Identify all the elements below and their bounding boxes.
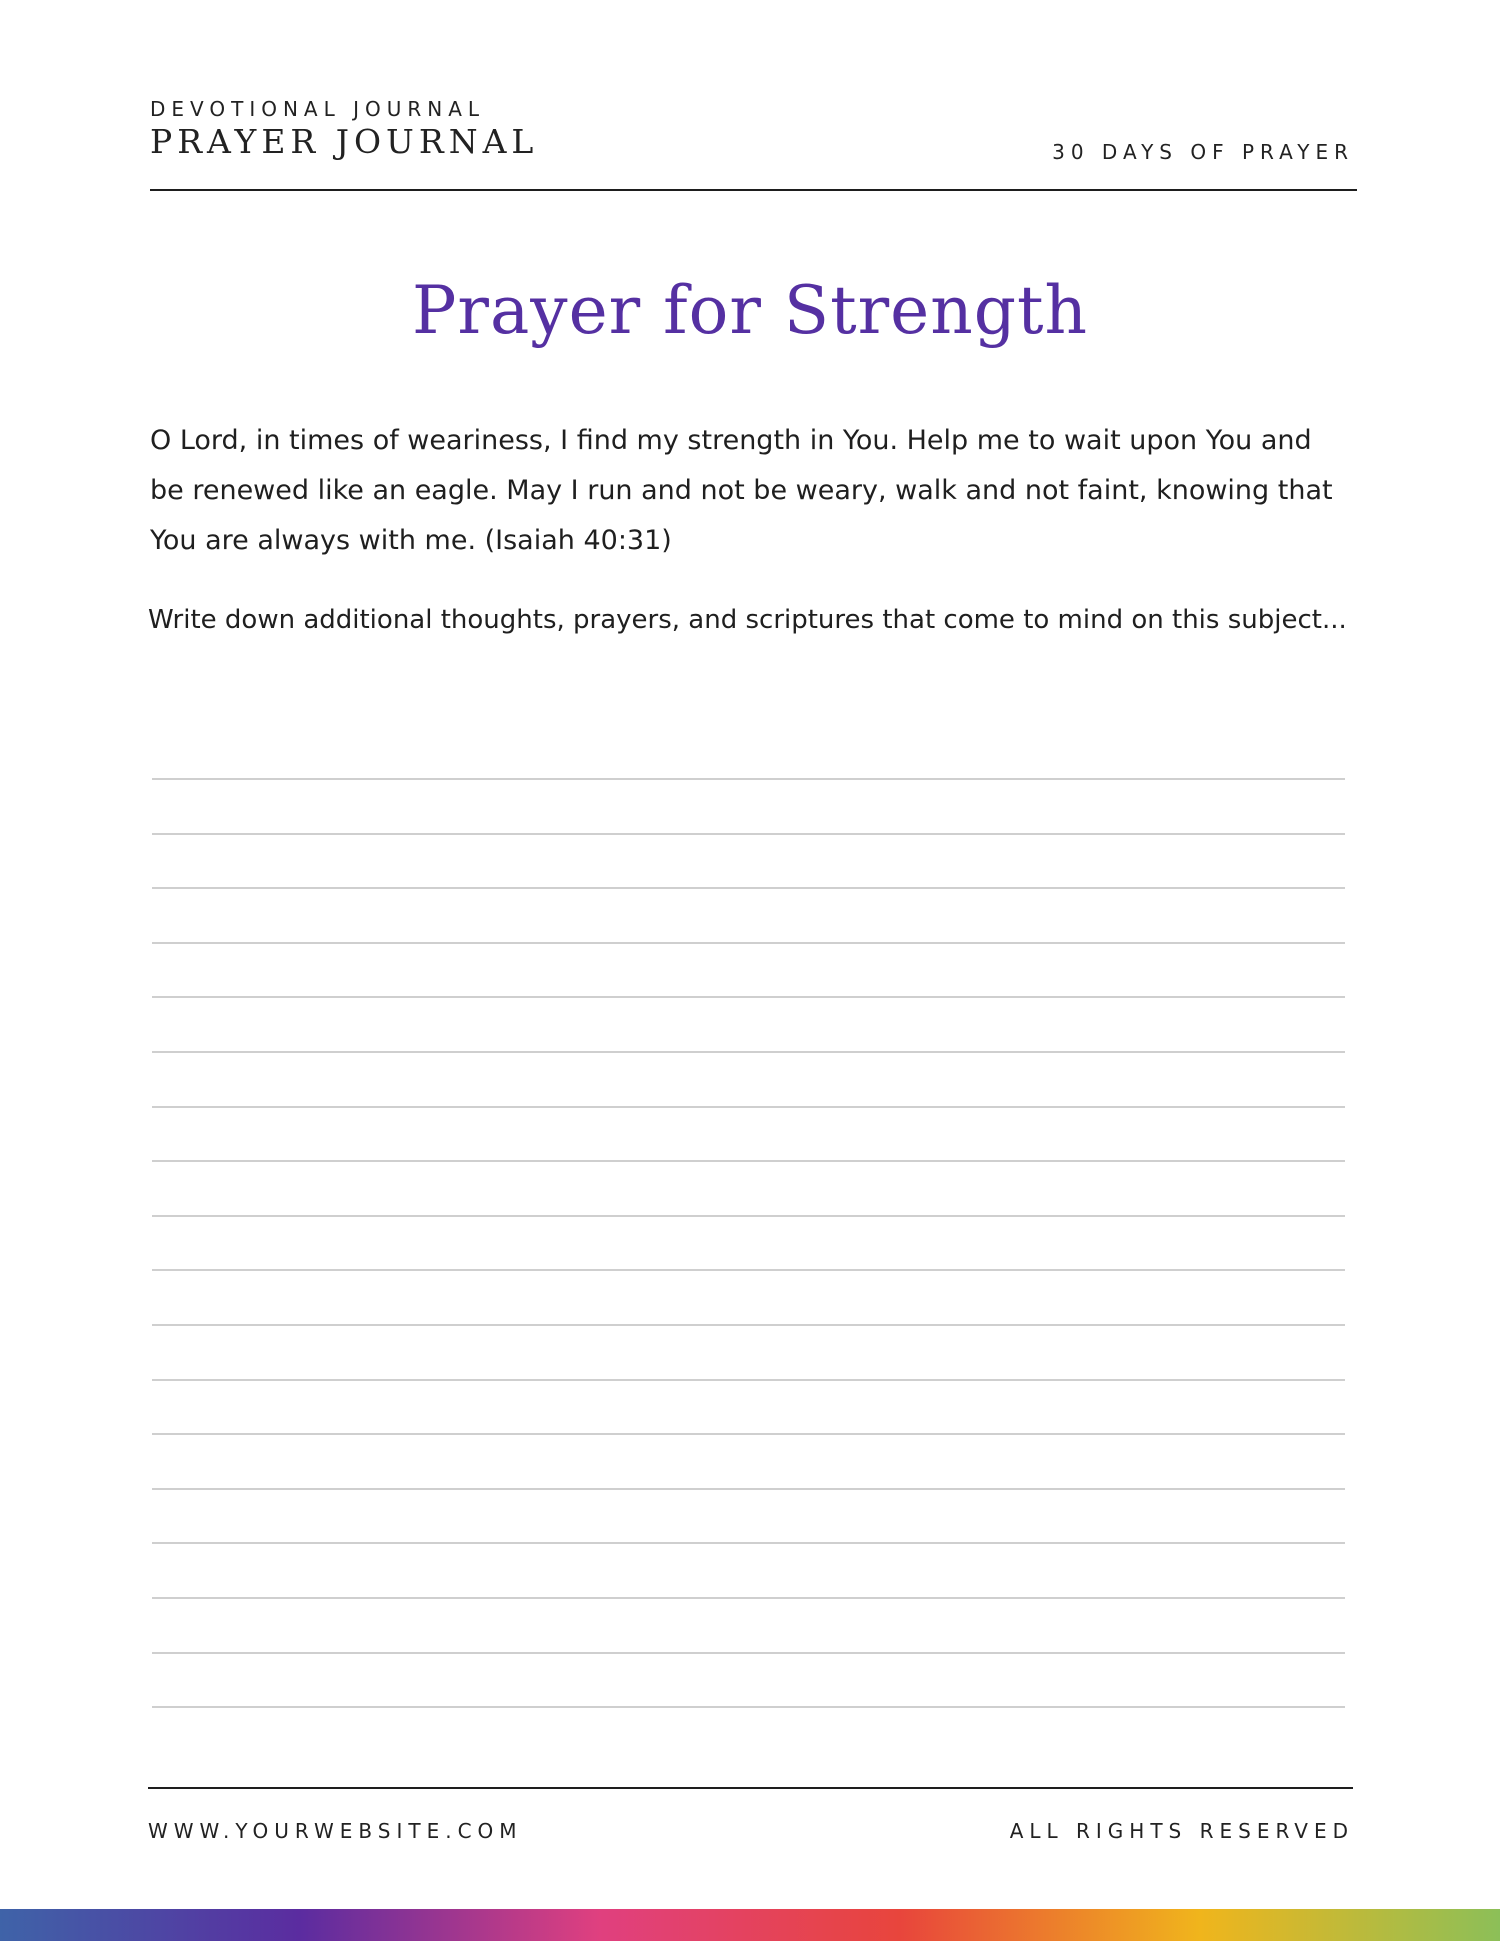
rainbow-decorative-bar: [0, 1909, 1500, 1941]
website-link[interactable]: WWW.YOURWEBSITE.COM: [148, 1819, 523, 1843]
journal-prompt: Write down additional thoughts, prayers, and scriptures that come to mind on this subject...: [148, 605, 1347, 635]
writing-line: [152, 1160, 1345, 1162]
writing-line: [152, 1706, 1345, 1708]
writing-line: [152, 996, 1345, 998]
writing-line: [152, 1324, 1345, 1326]
writing-line: [152, 1652, 1345, 1654]
writing-line: [152, 1597, 1345, 1599]
writing-line: [152, 1379, 1345, 1381]
prayer-text: O Lord, in times of weariness, I find my strength in You. Help me to wait upon You and be renewed like an eagle. May I run and not be weary, walk and not faint, knowing that You are always with me. (Isaiah 40:31): [150, 425, 1333, 556]
writing-line: [152, 1488, 1345, 1490]
writing-line: [152, 1051, 1345, 1053]
writing-line: [152, 1215, 1345, 1217]
rights-notice: ALL RIGHTS RESERVED: [1009, 1819, 1354, 1843]
writing-line: [152, 833, 1345, 835]
header-divider: [150, 189, 1357, 191]
writing-line: [152, 778, 1345, 780]
journal-category-label: DEVOTIONAL JOURNAL: [150, 97, 486, 121]
writing-line: [152, 1542, 1345, 1544]
writing-line: [152, 942, 1345, 944]
journal-title: PRAYER JOURNAL: [150, 122, 539, 161]
writing-line: [152, 1433, 1345, 1435]
journal-series-label: 30 DAYS OF PRAYER: [1052, 140, 1354, 164]
writing-line: [152, 887, 1345, 889]
writing-line: [152, 1106, 1345, 1108]
prayer-title: Prayer for Strength: [411, 272, 1088, 349]
writing-line: [152, 1269, 1345, 1271]
footer-divider: [148, 1787, 1353, 1789]
